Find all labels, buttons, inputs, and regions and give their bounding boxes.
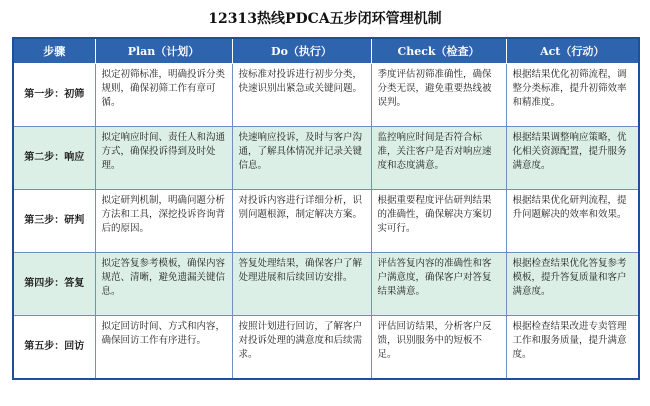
step-cell: 第五步：回访 [13,316,95,379]
plan-cell: 拟定答复参考模板，确保内容规范、清晰，避免遗漏关键信息。 [95,253,232,316]
table-row [13,190,639,253]
pdca-table [12,37,640,380]
plan-cell: 拟定回访时间、方式和内容，确保回访工作有序进行。 [95,316,232,379]
header-act: Act（行动） [506,38,639,64]
table-row [13,316,639,379]
act-cell: 根据检查结果优化答复参考模板，提升答复质量和客户满意度。 [506,253,639,316]
step-cell: 第二步：响应 [13,127,95,190]
do-cell: 答复处理结果，确保客户了解处理进展和后续回访安排。 [232,253,371,316]
step-cell: 第三步：研判 [13,190,95,253]
table-row [13,64,639,127]
do-cell: 对投诉内容进行详细分析，识别问题根源，制定解决方案。 [232,190,371,253]
plan-cell: 拟定研判机制，明确问题分析方法和工具，深挖投诉咨询背后的原因。 [95,190,232,253]
act-cell: 根据结果调整响应策略，优化相关资源配置，提升服务满意度。 [506,127,639,190]
act-cell: 根据检查结果改进专卖管理工作和服务质量，提升满意度。 [506,316,639,379]
do-cell: 按标准对投诉进行初步分类，快速识别出紧急或关键问题。 [232,64,371,127]
check-cell: 评估答复内容的准确性和客户满意度，确保客户对答复结果满意。 [371,253,506,316]
check-cell: 监控响应时间是否符合标准，关注客户是否对响应速度和态度满意。 [371,127,506,190]
check-cell: 季度评估初筛准确性，确保分类无误，避免重要热线被误判。 [371,64,506,127]
step-cell: 第四步：答复 [13,253,95,316]
check-cell: 评估回访结果，分析客户反馈，识别服务中的短板不足。 [371,316,506,379]
plan-cell: 拟定初筛标准，明确投诉分类规则，确保初筛工作有章可循。 [95,64,232,127]
check-cell: 根据重要程度评估研判结果的准确性，确保解决方案切实可行。 [371,190,506,253]
header-step: 步骤 [13,38,95,64]
table-row [13,127,639,190]
page-title: 12313热线PDCA五步闭环管理机制 [208,11,442,27]
act-cell: 根据结果优化研判流程，提升问题解决的效率和效果。 [506,190,639,253]
do-cell: 按照计划进行回访，了解客户对投诉处理的满意度和后续需求。 [232,316,371,379]
header-plan: Plan（计划） [95,38,232,64]
header-do: Do（执行） [232,38,371,64]
step-cell: 第一步：初筛 [13,64,95,127]
table-header-row [13,38,639,64]
act-cell: 根据结果优化初筛流程，调整分类标准，提升初筛效率和精准度。 [506,64,639,127]
header-check: Check（检查） [371,38,506,64]
do-cell: 快速响应投诉，及时与客户沟通，了解具体情况并记录关键信息。 [232,127,371,190]
plan-cell: 拟定响应时间、责任人和沟通方式，确保投诉得到及时处理。 [95,127,232,190]
table-row [13,253,639,316]
